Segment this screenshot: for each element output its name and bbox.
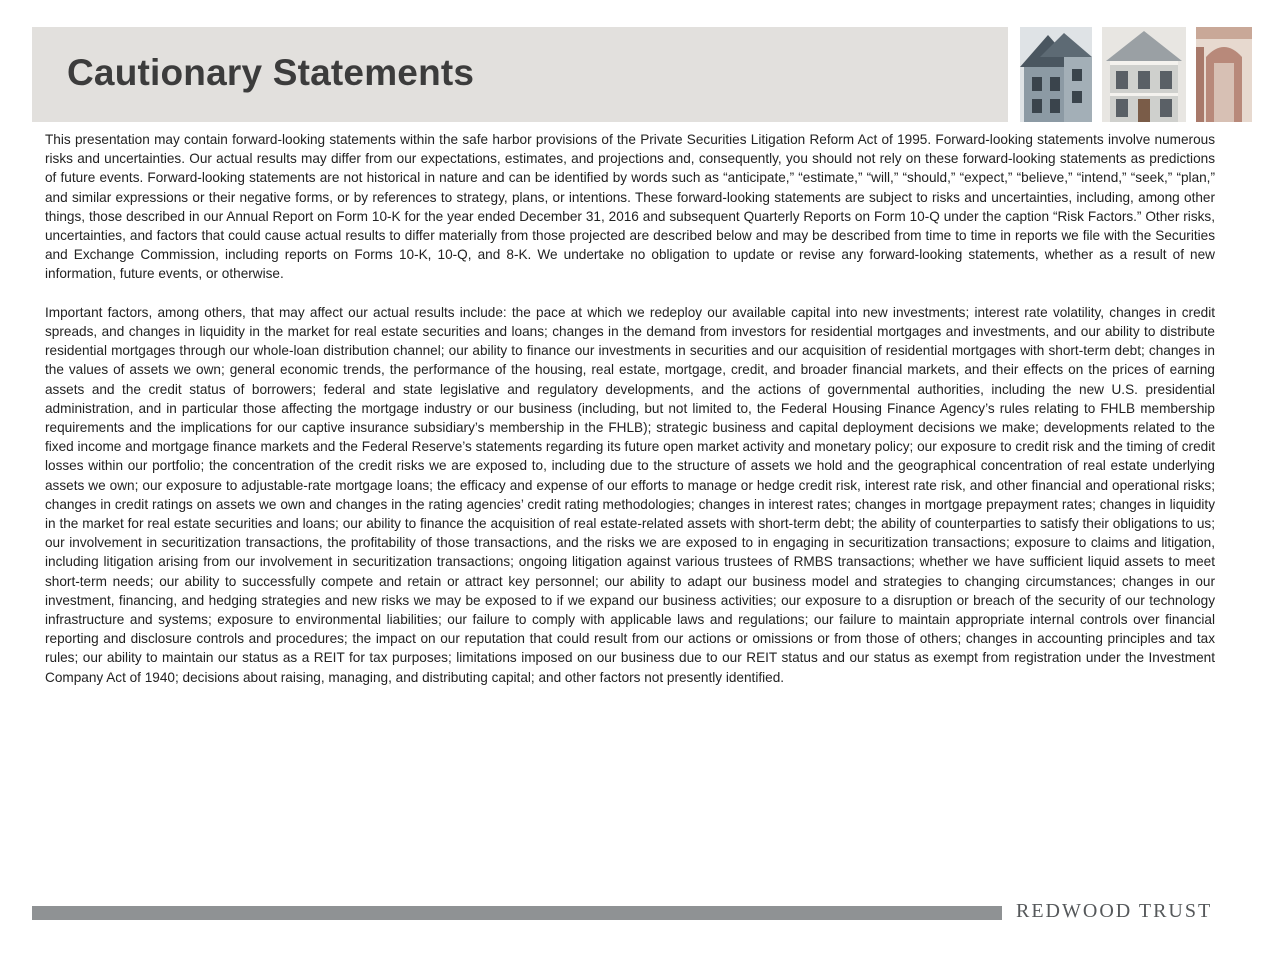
footer-bar [32,906,1002,920]
forward-looking-statements-paragraph: This presentation may contain forward-looking statements within the safe harbor provisions of the Private Securities Litigation Reform Act of 1995. Forward-looking statements involve numerous risks and uncertainties. Our actual results may differ from our expectations, estimates, and projections and, consequently, you should not rely on these forward-looking statements as predictions of future events. Forward-looking statements are not historical in nature and can be identified by words such as “anticipate,” “estimate,” “will,” “should,” “expect,” “believe,” “intend,” “seek,” “plan,” and similar expressions or their negative forms, or by references to strategy, plans, or intentions. These forward-looking statements are subject to risks and uncertainties, including, among other things, those described in our Annual Report on Form 10-K for the year ended December 31, 2016 and subsequent Quarterly Reports on Form 10-Q under the caption “Risk Factors.” Other risks, uncertainties, and factors that could cause actual results to differ materially from those projected are described below and may be described from time to time in reports we file with the Securities and Exchange Commission, including reports on Forms 10-K, 10-Q, and 8-K. We undertake no obligation to update or revise any forward-looking statements, whether as a result of new information, future events, or otherwise. [45,132,1215,282]
house-photo-icon [1020,27,1092,122]
page-title: Cautionary Statements [67,52,475,93]
redwood-trust-logo: REDWOOD TRUST [1016,900,1213,922]
cautionary-statement-body [45,130,1215,687]
victorian-house-photo-icon [1102,27,1186,122]
column-photo-icon [1196,27,1252,122]
risk-factors-paragraph: Important factors, among others, that may affect our actual results include: the pace at which we redeploy our available capital into new investments; interest rate volatility, changes in credit spreads, and changes in liquidity in the market for real estate securities and loans; changes in the demand from investors for residential mortgages and investments, and our ability to distribute residential mortgages through our whole-loan distribution channel; our ability to finance our investments in securities and our acquisition of residential mortgages with short-term debt; changes in the values of assets we own; general economic trends, the performance of the housing, real estate, mortgage, credit, and broader financial markets, and their effects on the prices of earning assets and the credit status of borrowers; federal and state legislative and regulatory developments, and the actions of governmental authorities, including the new U.S. presidential administration, and in particular those affecting the mortgage industry or our business (including, but not limited to, the Federal Housing Finance Agency’s rules relating to FHLB membership requirements and the implications for our captive insurance subsidiary’s membership in the FHLB); strategic business and capital deployment decisions we make; developments related to the fixed income and mortgage finance markets and the Federal Reserve’s statements regarding its future open market activity and monetary policy; our exposure to credit risk and the timing of credit losses within our portfolio; the concentration of the credit risks we are exposed to, including due to the structure of assets we hold and the geographical concentration of real estate underlying assets we own; our exposure to adjustable-rate mortgage loans; the efficacy and expense of our efforts to manage or hedge credit risk, interest rate risk, and other financial and operational risks; changes in credit ratings on assets we own and changes in the rating agencies’ credit rating methodologies; changes in interest rates; changes in mortgage prepayment rates; changes in liquidity in the market for real estate securities and loans; our ability to finance the acquisition of real estate-related assets with short-term debt; the ability of counterparties to satisfy their obligations to us; our involvement in securitization transactions, the profitability of those transactions, and the risks we are exposed to in engaging in securitization transactions; exposure to claims and litigation, including litigation arising from our involvement in securitization transactions; ongoing litigation against various trustees of RMBS transactions; whether we have sufficient liquid assets to meet short-term needs; our ability to successfully compete and retain or attract key personnel; our ability to adapt our business model and strategies to changing circumstances; changes in our investment, financing, and hedging strategies and new risks we may be exposed to if we expand our business activities; our exposure to a disruption or breach of the security of our technology infrastructure and systems; exposure to environmental liabilities; our failure to comply with applicable laws and regulations; our failure to maintain appropriate internal controls over financial reporting and disclosure controls and procedures; the impact on our reputation that could result from our actions or omissions or from those of others; changes in accounting principles and tax rules; our ability to maintain our status as a REIT for tax purposes; limitations imposed on our business due to our REIT status and our status as exempt from registration under the Investment Company Act of 1940; decisions about raising, managing, and distributing capital; and other factors not presently identified. [45,304,1215,685]
